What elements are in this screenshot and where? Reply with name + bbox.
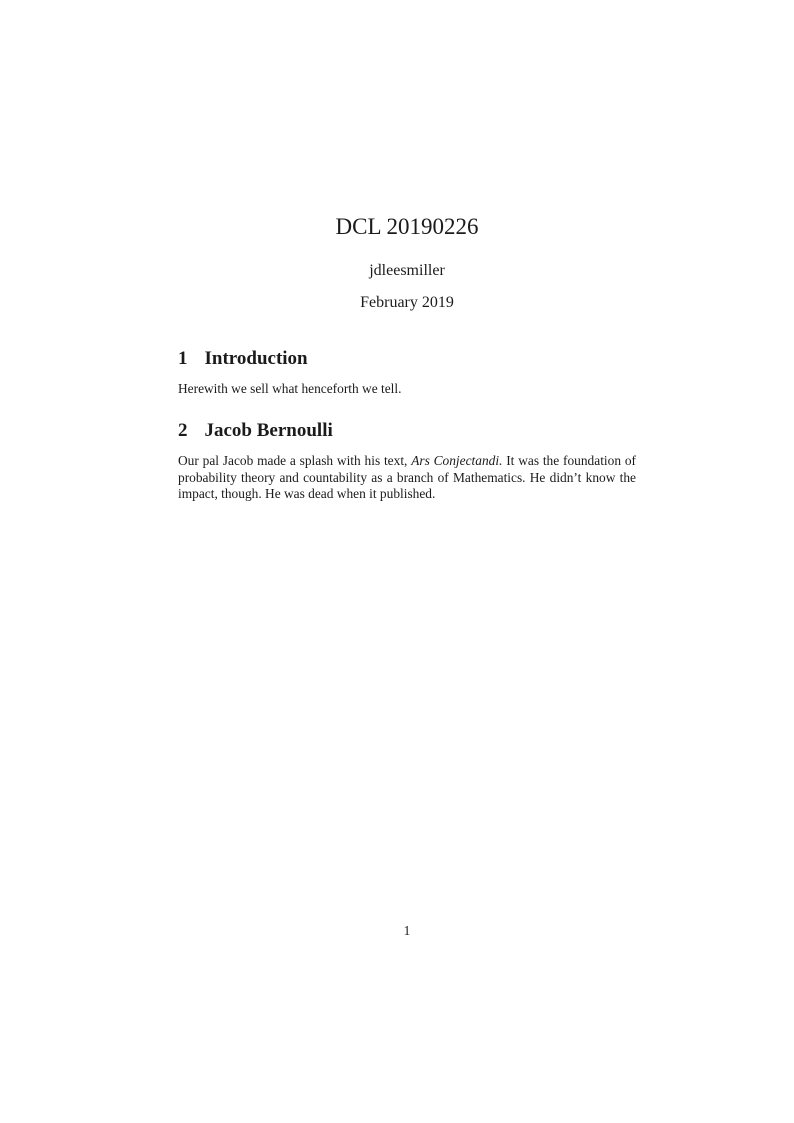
section-number: 2 xyxy=(178,420,188,442)
document-author: jdleesmiller xyxy=(369,262,445,279)
page-number: 1 xyxy=(403,923,411,938)
document-date: February 2019 xyxy=(360,294,454,311)
section-title: Jacob Bernoulli xyxy=(204,420,333,442)
section-heading-introduction xyxy=(178,348,636,370)
document-content xyxy=(178,0,636,502)
title-block xyxy=(178,213,636,312)
section-bernoulli-paragraph xyxy=(178,453,636,502)
document-title: DCL 20190226 xyxy=(335,214,479,239)
paragraph-text-lead: Our pal Jacob made a splash with his text, xyxy=(178,453,412,469)
book-title-italic: Ars Conjectandi. xyxy=(411,453,503,469)
section-heading-jacob-bernoulli xyxy=(178,420,636,442)
paragraph-text-rest: It was the foundation of probability theory and countability as a branch of Mathematics. He didn’t know the impact, though. He was dead when it published. xyxy=(178,453,636,501)
section-number: 1 xyxy=(178,348,188,369)
section-title: Introduction xyxy=(204,348,308,369)
section-introduction-paragraph: Herewith we sell what henceforth we tell. xyxy=(178,381,402,396)
